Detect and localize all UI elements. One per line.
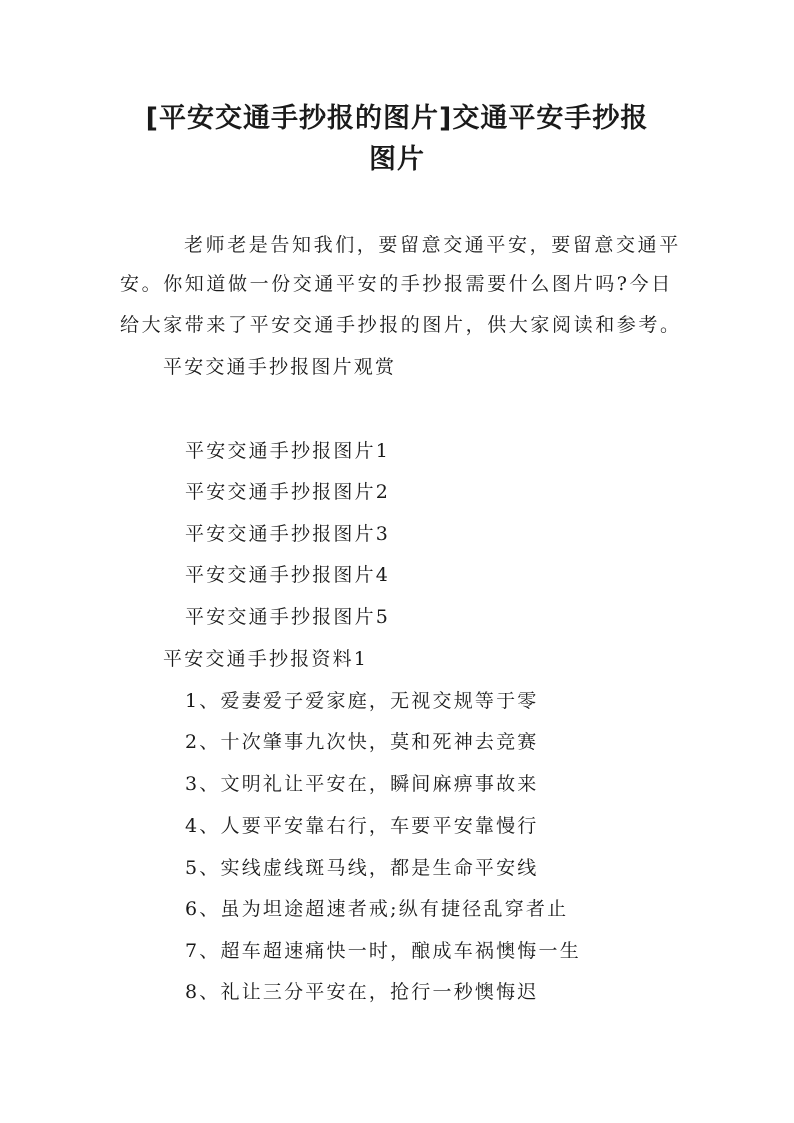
picture-caption: 平安交通手抄报图片3 bbox=[185, 523, 391, 545]
material-heading: 平安交通手抄报资料1 bbox=[163, 648, 369, 670]
picture-caption: 平安交通手抄报图片1 bbox=[185, 440, 391, 462]
slogan-item: 1、爱妻爱子爱家庭，无视交规等于零 bbox=[185, 690, 539, 712]
intro-paragraph-line-3: 给大家带来了平安交通手抄报的图片，供大家阅读和参考。 bbox=[120, 314, 682, 336]
slogan-item: 5、实线虚线斑马线，都是生命平安线 bbox=[185, 857, 539, 879]
slogan-item: 2、十次肇事九次快，莫和死神去竞赛 bbox=[185, 731, 539, 753]
intro-paragraph-line-2: 安。你知道做一份交通平安的手抄报需要什么图片吗?今日 bbox=[120, 273, 673, 295]
section-heading: 平安交通手抄报图片观赏 bbox=[163, 356, 397, 378]
slogan-item: 8、礼让三分平安在，抢行一秒懊悔迟 bbox=[185, 981, 539, 1003]
document-title-line-1: [平安交通手抄报的图片]交通平安手抄报 bbox=[145, 103, 649, 134]
slogan-item: 3、文明礼让平安在，瞬间麻痹事故来 bbox=[185, 773, 539, 795]
picture-caption: 平安交通手抄报图片2 bbox=[185, 481, 391, 503]
intro-paragraph-line-1: 老师老是告知我们，要留意交通平安，要留意交通平 bbox=[184, 234, 681, 256]
slogan-item: 6、虽为坦途超速者戒;纵有捷径乱穿者止 bbox=[185, 898, 569, 920]
picture-caption: 平安交通手抄报图片4 bbox=[185, 564, 391, 586]
picture-caption: 平安交通手抄报图片5 bbox=[185, 606, 391, 628]
document-title-line-2: 图片 bbox=[369, 144, 425, 175]
slogan-item: 4、人要平安靠右行，车要平安靠慢行 bbox=[185, 815, 539, 837]
slogan-item: 7、超车超速痛快一时，酿成车祸懊悔一生 bbox=[185, 940, 581, 962]
